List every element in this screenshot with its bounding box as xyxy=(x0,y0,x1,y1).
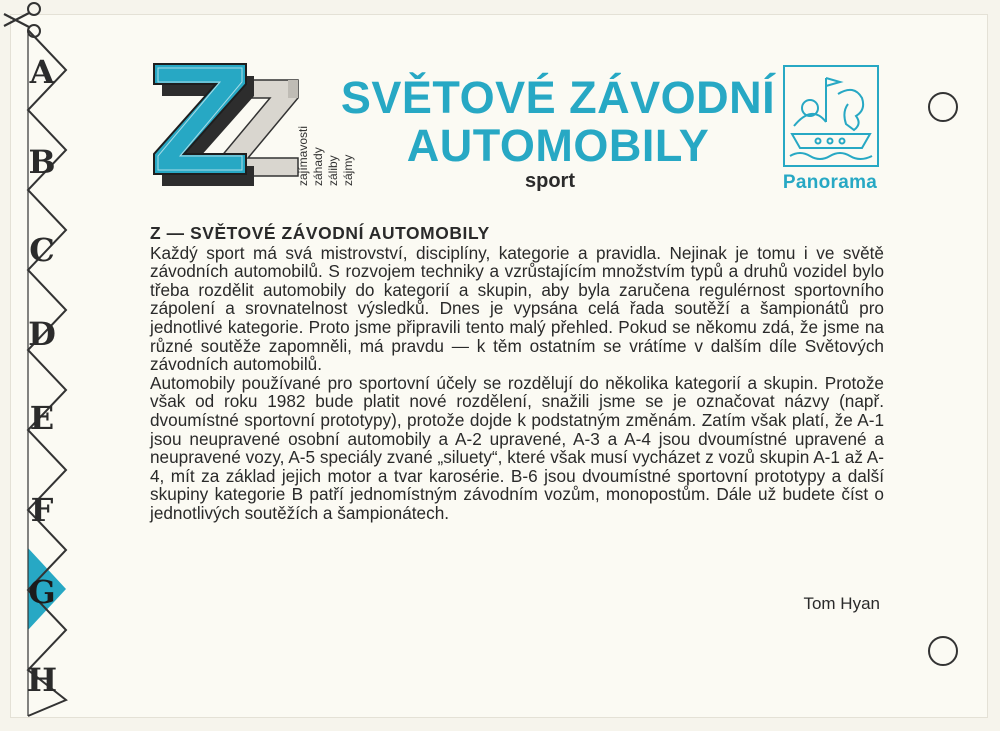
tab-g[interactable]: G xyxy=(28,573,56,611)
category-label: sport xyxy=(525,170,575,192)
article-paragraph-1: Každý sport má svá mistrovství, disciplíny, kategorie a pravidla. Nejinak je tomu i ve světě závodních automobilů. S rozvojem techniky a vzrůstajícím množstvím typů a druhů vozidel bylo třeba rozdělit automobily do kategorií a skupin, aby byla zaručena regulérnost sportovního zápolení a srovnatelnost výsledků. Dnes je vypsána celá řada soutěží a šampionátů pro jednotlivé kategorie. Proto jsme připravili tento malý přehled. Pokud se někomu zdá, že jsme na různé soutěže zapomněli, má pravdu — k těm ostatním se vrátíme v dalším díle Světových závodních automobilů. xyxy=(150,242,884,375)
tab-f[interactable]: F xyxy=(30,491,54,529)
punch-hole-top xyxy=(928,92,958,122)
word-zajimavosti: zajímavosti xyxy=(296,125,310,186)
word-zaliby: záliby xyxy=(326,155,340,186)
tab-c[interactable]: C xyxy=(29,231,55,269)
panorama-emblem-icon xyxy=(782,64,880,168)
page-title xyxy=(338,74,778,170)
article xyxy=(150,224,884,523)
title-line-1: SVĚTOVÉ ZÁVODNÍ xyxy=(340,72,776,123)
article-paragraph-2: Automobily používané pro sportovní účely se rozdělují do několika kategorií a skupin. Protože však od roku 1982 bude platit nové rozdělení, snažili jsme se je označovat názvy (např. dvoumístné sportovní prototypy), protože dojde k podstatným změnám. Zatím však platí, že A-1 jsou neupravené osobní automobily a A-2 upravené, A-3 a A-4 jsou dvoumístné upravené a neupravené vozy, A-5 speciály zvané „siluety“, které však musí vycházet z vozů skupin A-1 až A-4, mít za základ jejich motor a tvar karosérie. B-6 jsou dvoumístné sportovní prototypy a další skupiny kategorie B patří jednomístným závodním vozům, monopostům. Dále už budete číst o jednotlivých soutěžích a šampionátech. xyxy=(150,372,884,523)
tab-d[interactable]: D xyxy=(28,315,56,353)
word-zajmy: zájmy xyxy=(341,154,355,186)
punch-hole-bottom xyxy=(928,636,958,666)
index-tab-outline xyxy=(0,0,110,731)
article-heading: Z — SVĚTOVÉ ZÁVODNÍ AUTOMOBILY xyxy=(150,223,490,243)
tab-a[interactable]: A xyxy=(29,53,55,91)
title-line-2: AUTOMOBILY xyxy=(406,120,710,171)
publisher-name: Panorama xyxy=(782,172,878,193)
index-tabs xyxy=(0,0,110,731)
tab-e[interactable]: E xyxy=(29,399,55,437)
article-author: Tom Hyan xyxy=(803,594,880,613)
tab-h[interactable]: H xyxy=(26,661,58,699)
z-logo-icon xyxy=(150,58,300,188)
word-zahady: záhady xyxy=(311,147,325,186)
tab-b[interactable]: B xyxy=(28,143,56,181)
scissors-icon xyxy=(0,0,44,40)
